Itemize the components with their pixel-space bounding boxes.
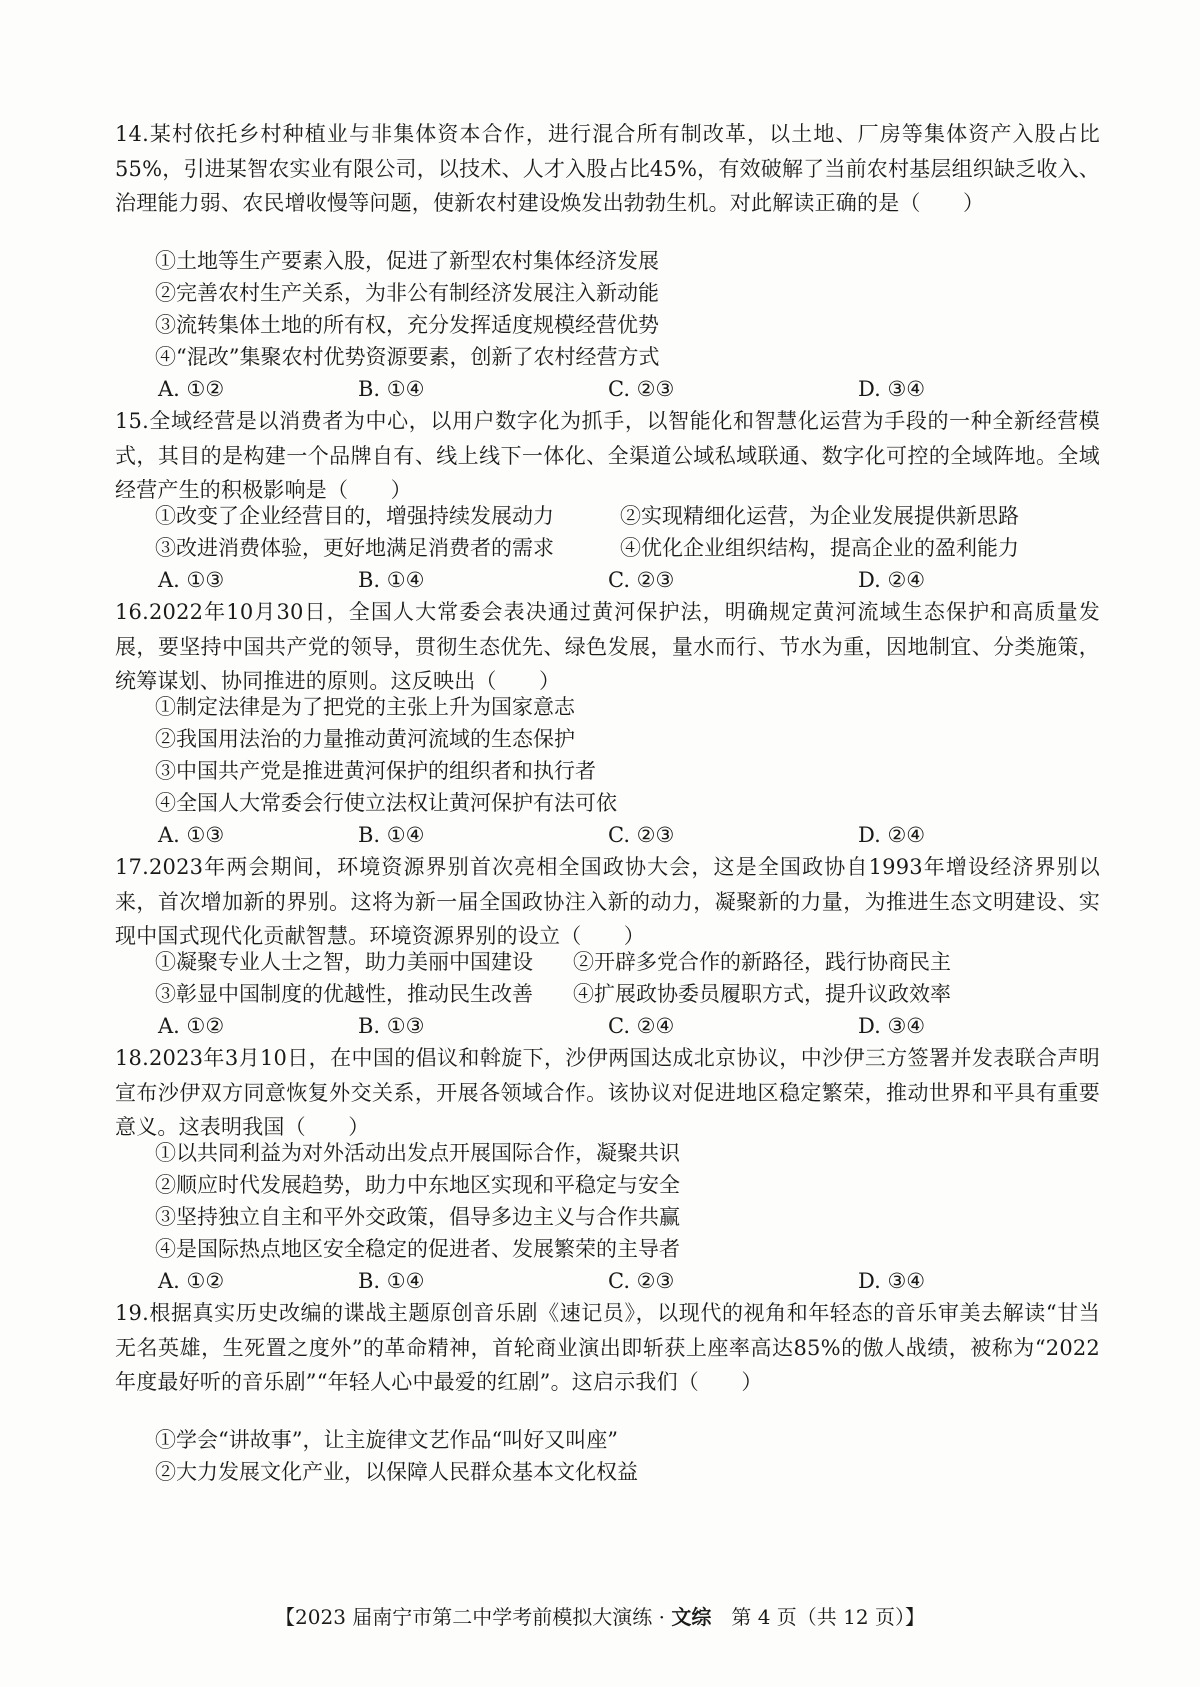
question-15-choice-c: C. ②③ bbox=[608, 568, 675, 592]
question-18-option-4: ④是国际热点地区安全稳定的促进者、发展繁荣的主导者 bbox=[155, 1237, 680, 1261]
question-15-option-1: ①改变了企业经营目的，增强持续发展动力 bbox=[155, 504, 554, 528]
question-16-option-3: ③中国共产党是推进黄河保护的组织者和执行者 bbox=[155, 759, 596, 783]
question-14-option-1: ①土地等生产要素入股，促进了新型农村集体经济发展 bbox=[155, 249, 659, 273]
question-18-option-2: ②顺应时代发展趋势，助力中东地区实现和平稳定与安全 bbox=[155, 1173, 680, 1197]
footer-page-number: 第 4 页（共 12 页）】 bbox=[711, 1605, 925, 1629]
question-16-stem: 16.2022年10月30日，全国人大常委会表决通过黄河保护法，明确规定黄河流域生态保护和高质量发展，要坚持中国共产党的领导，贯彻生态优先、绿色发展，量水而行、节水为重，因地制宜、分类施策，统筹谋划、协同推进的原则。这反映出（ ） bbox=[115, 600, 1100, 694]
question-19-option-1: ①学会“讲故事”，让主旋律文艺作品“叫好又叫座” bbox=[155, 1428, 618, 1452]
question-14-choice-b: B. ①④ bbox=[358, 377, 425, 401]
question-18-choice-b: B. ①④ bbox=[358, 1269, 425, 1293]
question-15-option-4: ④优化企业组织结构，提高企业的盈利能力 bbox=[620, 536, 1019, 560]
question-19-option-2: ②大力发展文化产业，以保障人民群众基本文化权益 bbox=[155, 1460, 638, 1484]
question-14-choice-d: D. ③④ bbox=[858, 377, 926, 401]
question-16-choice-a: A. ①③ bbox=[158, 823, 225, 847]
question-17-option-4: ④扩展政协委员履职方式，提升议政效率 bbox=[573, 982, 951, 1006]
question-18-choice-d: D. ③④ bbox=[858, 1269, 926, 1293]
question-14-option-3: ③流转集体土地的所有权，充分发挥适度规模经营优势 bbox=[155, 313, 659, 337]
question-17-stem: 17.2023年两会期间，环境资源界别首次亮相全国政协大会，这是全国政协自1993年增设经济界别以来，首次增加新的界别。这将为新一届全国政协注入新的动力，凝聚新的力量，为推进生态文明建设、实现中国式现代化贡献智慧。环境资源界别的设立（ ） bbox=[115, 855, 1100, 949]
question-15-choice-a: A. ①③ bbox=[158, 568, 225, 592]
question-15-option-3: ③改进消费体验，更好地满足消费者的需求 bbox=[155, 536, 554, 560]
question-14-choice-c: C. ②③ bbox=[608, 377, 675, 401]
question-16-choice-b: B. ①④ bbox=[358, 823, 425, 847]
question-16-option-2: ②我国用法治的力量推动黄河流域的生态保护 bbox=[155, 727, 575, 751]
question-14-choice-a: A. ①② bbox=[158, 377, 225, 401]
question-17-choice-c: C. ②④ bbox=[608, 1014, 675, 1038]
footer-exam-title: 【2023 届南宁市第二中学考前模拟大演练 · bbox=[275, 1605, 672, 1629]
question-14-option-2: ②完善农村生产关系，为非公有制经济发展注入新动能 bbox=[155, 281, 659, 305]
question-17-option-2: ②开辟多党合作的新路径，践行协商民主 bbox=[573, 950, 951, 974]
question-18-option-1: ①以共同利益为对外活动出发点开展国际合作，凝聚共识 bbox=[155, 1141, 680, 1165]
question-16-choice-d: D. ②④ bbox=[858, 823, 926, 847]
question-17-choice-b: B. ①③ bbox=[358, 1014, 425, 1038]
question-15-option-2: ②实现精细化运营，为企业发展提供新思路 bbox=[620, 504, 1019, 528]
question-18-choice-c: C. ②③ bbox=[608, 1269, 675, 1293]
question-14-stem: 14.某村依托乡村种植业与非集体资本合作，进行混合所有制改革，以土地、厂房等集体资产入股占比55%，引进某智农实业有限公司，以技术、人才入股占比45%，有效破解了当前农村基层组织缺乏收入、治理能力弱、农民增收慢等问题，使新农村建设焕发出勃勃生机。对此解读正确的是（ ） bbox=[115, 122, 1100, 216]
question-15-stem: 15.全域经营是以消费者为中心，以用户数字化为抓手，以智能化和智慧化运营为手段的一种全新经营模式，其目的是构建一个品牌自有、线上线下一体化、全渠道公域私域联通、数字化可控的全域阵地。全域经营产生的积极影响是（ ） bbox=[115, 409, 1100, 503]
question-17-option-1: ①凝聚专业人士之智，助力美丽中国建设 bbox=[155, 950, 533, 974]
question-16-option-4: ④全国人大常委会行使立法权让黄河保护有法可依 bbox=[155, 791, 617, 815]
page-footer bbox=[0, 1602, 1200, 1632]
question-17-choice-a: A. ①② bbox=[158, 1014, 225, 1038]
question-19-stem: 19.根据真实历史改编的谍战主题原创音乐剧《速记员》，以现代的视角和年轻态的音乐审美去解读“甘当无名英雄，生死置之度外”的革命精神，首轮商业演出即斩获上座率高达85%的傲人战绩，被称为“2022年度最好听的音乐剧”“年轻人心中最爱的红剧”。这启示我们（ ） bbox=[115, 1301, 1100, 1395]
question-18-option-3: ③坚持独立自主和平外交政策，倡导多边主义与合作共赢 bbox=[155, 1205, 680, 1229]
question-16-choice-c: C. ②③ bbox=[608, 823, 675, 847]
footer-subject: 文综 bbox=[671, 1605, 712, 1629]
question-15-choice-b: B. ①④ bbox=[358, 568, 425, 592]
question-18-stem: 18.2023年3月10日，在中国的倡议和斡旋下，沙伊两国达成北京协议，中沙伊三方签署并发表联合声明宣布沙伊双方同意恢复外交关系，开展各领域合作。该协议对促进地区稳定繁荣，推动世界和平具有重要意义。这表明我国（ ） bbox=[115, 1046, 1100, 1140]
question-14-option-4: ④“混改”集聚农村优势资源要素，创新了农村经营方式 bbox=[155, 345, 660, 369]
question-18-choice-a: A. ①② bbox=[158, 1269, 225, 1293]
question-17-choice-d: D. ③④ bbox=[858, 1014, 926, 1038]
question-17-option-3: ③彰显中国制度的优越性，推动民生改善 bbox=[155, 982, 533, 1006]
question-16-option-1: ①制定法律是为了把党的主张上升为国家意志 bbox=[155, 695, 575, 719]
question-15-choice-d: D. ②④ bbox=[858, 568, 926, 592]
